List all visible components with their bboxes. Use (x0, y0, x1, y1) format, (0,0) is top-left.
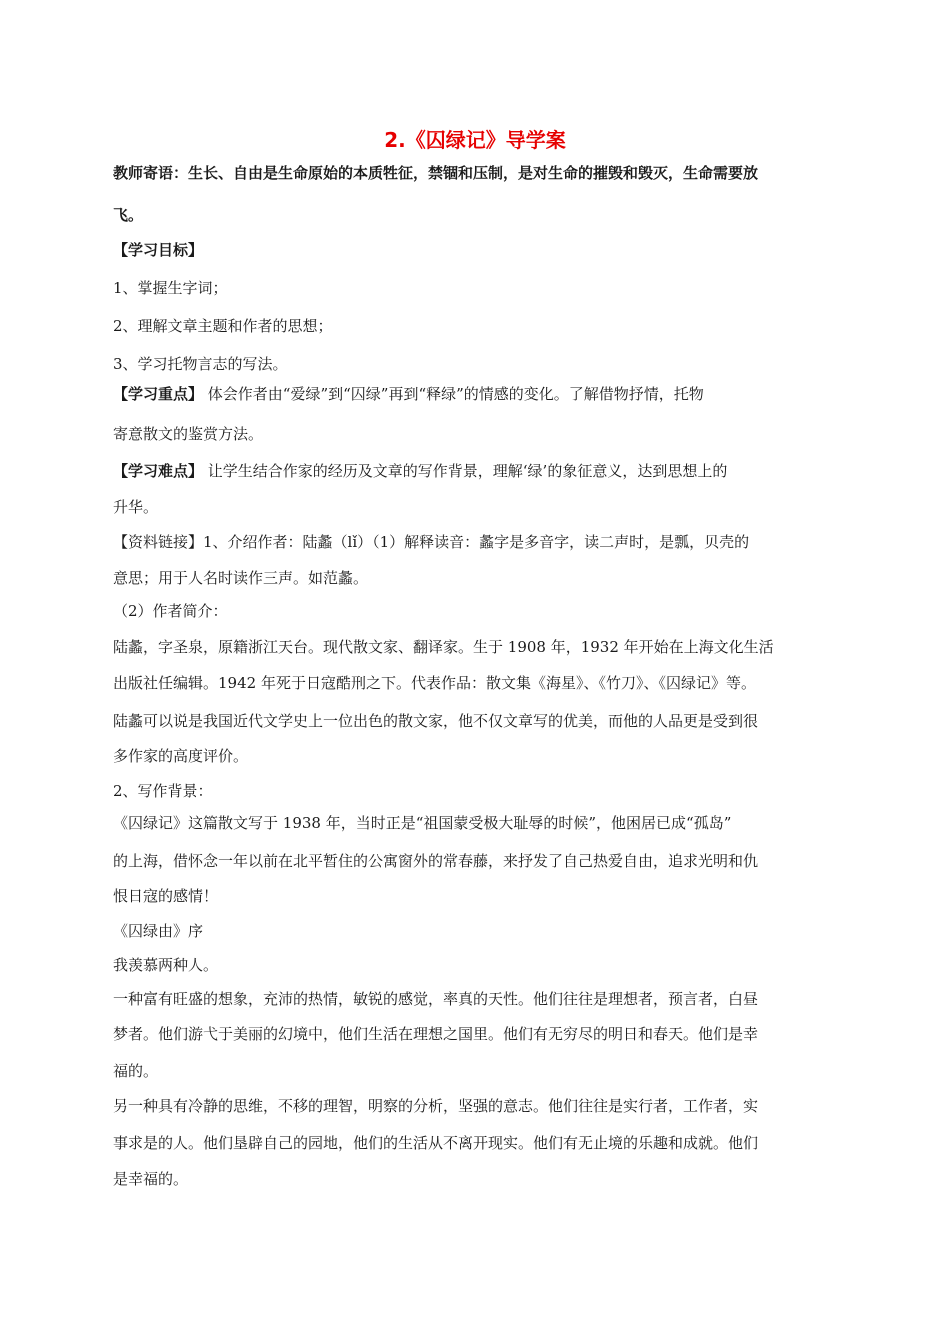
difficulties-line-1 (113, 461, 727, 481)
background-line: 的上海，借怀念一年以前在北平暂住的公寓窗外的常春藤，来抒发了自己热爱自由，追求光明和仇 (113, 852, 759, 870)
bio-line: 出版社任编辑。1942 年死于日寇酷刑之下。代表作品：散文集《海星》、《竹刀》、《囚绿记》等。 (113, 674, 756, 692)
objective-item: 3、学习托物言志的写法。 (113, 355, 288, 373)
preface-p3-line: 是幸福的。 (113, 1170, 189, 1188)
difficulties-line-2: 升华。 (113, 498, 159, 516)
objective-item: 2、理解文章主题和作者的思想； (113, 317, 333, 335)
key-points-line-2: 寄意散文的鉴赏方法。 (113, 425, 264, 443)
difficulties-text: 让学生结合作家的经历及文章的写作背景，理解‘绿’的象征意义，达到思想上的 (203, 462, 728, 480)
difficulties-heading: 【学习难点】 (113, 462, 204, 480)
teacher-note-line-1: 教师寄语：生长、自由是生命原始的本质牲征，禁锢和压制，是对生命的摧毁和毁灭，生命需要放 (113, 164, 759, 182)
bio-line: 陆蠡可以说是我国近代文学史上一位出色的散文家，他不仅文章写的优美，而他的人品更是受到很 (113, 712, 759, 730)
preface-title: 《囚绿由》序 (113, 922, 204, 940)
resources-line-3: （2）作者简介： (113, 602, 228, 620)
bio-line: 陆蠡，字圣泉，原籍浙江天台。现代散文家、翻译家。生于 1908 年，1932 年开始在上海文化生活 (113, 638, 774, 656)
resources-line-2: 意思；用于人名时读作三声。如范蠡。 (113, 569, 369, 587)
preface-p2-line: 梦者。他们游弋于美丽的幻境中，他们生活在理想之国里。他们有无穷尽的明日和春天。他们是幸 (113, 1025, 759, 1043)
background-line: 《囚绿记》这篇散文写于 1938 年，当时正是“祖国蒙受极大耻辱的时候”，他困居已成“孤岛” (113, 814, 732, 832)
objectives-heading: 【学习目标】 (113, 241, 204, 259)
key-points-heading: 【学习重点】 (113, 385, 204, 403)
key-points-line-1 (113, 384, 704, 404)
key-points-text: 体会作者由“爱绿”到“囚绿”再到“释绿”的情感的变化。了解借物抒情，托物 (203, 385, 704, 403)
preface-p2-line: 一种富有旺盛的想象，充沛的热情，敏锐的感觉，率真的天性。他们往往是理想者，预言者，白昼 (113, 990, 759, 1008)
background-heading: 2、写作背景： (113, 782, 213, 800)
teacher-note-line-2: 飞。 (113, 206, 144, 224)
document-title: 2.《囚绿记》导学案 (384, 128, 566, 152)
bio-line: 多作家的高度评价。 (113, 747, 249, 765)
preface-p3-line: 事求是的人。他们垦辟自己的园地，他们的生活从不离开现实。他们有无止境的乐趣和成就。他们 (113, 1134, 759, 1152)
background-line: 恨日寇的感情！ (113, 887, 219, 905)
resources-line-1: 【资料链接】1、介绍作者：陆蠡（lǐ）（1）解释读音：蠡字是多音字，读二声时，是瓢，贝壳的 (113, 533, 750, 551)
objective-item: 1、掌握生字词； (113, 279, 228, 297)
preface-p2-line: 福的。 (113, 1062, 159, 1080)
preface-p3-line: 另一种具有冷静的思维，不移的理智，明察的分析，坚强的意志。他们往往是实行者，工作者，实 (113, 1097, 759, 1115)
preface-paragraph-1: 我羡慕两种人。 (113, 956, 219, 974)
